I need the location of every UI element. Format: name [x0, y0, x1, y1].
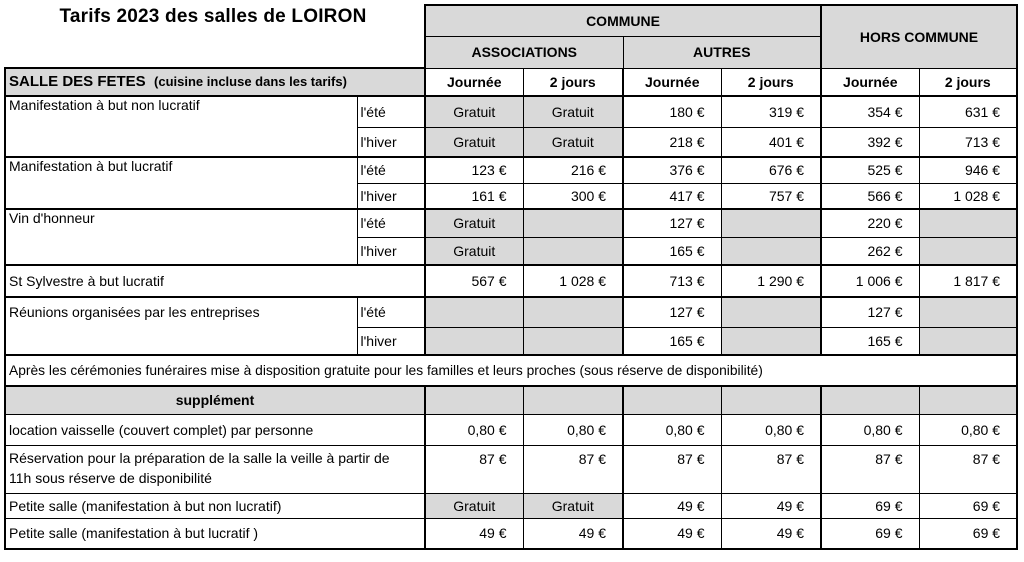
price-cell: Gratuit: [425, 237, 523, 265]
price-cell: 300 €: [523, 183, 623, 209]
supplement-row-label: location vaisselle (couvert complet) par personne: [5, 414, 425, 445]
supplement-row-label: Réservation pour la préparation de la salle la veille à partir de 11h sous réserve de disponibilité: [5, 445, 425, 493]
price-cell: 49 €: [623, 518, 721, 549]
price-cell: 127 €: [821, 297, 919, 327]
price-cell: 567 €: [425, 265, 523, 297]
price-cell: 376 €: [623, 157, 721, 183]
season-hiver: l'hiver: [357, 183, 425, 209]
empty-cell: [721, 209, 821, 237]
empty-cell: [623, 386, 721, 414]
price-cell: 262 €: [821, 237, 919, 265]
row-label: Manifestation à but non lucratif: [5, 96, 357, 157]
price-cell: 0,80 €: [919, 414, 1017, 445]
season-ete: l'été: [357, 209, 425, 237]
price-cell: 127 €: [623, 297, 721, 327]
header-associations: ASSOCIATIONS: [425, 36, 623, 68]
empty-cell: [721, 386, 821, 414]
price-cell: 87 €: [623, 445, 721, 493]
price-cell: 319 €: [721, 96, 821, 127]
empty-cell: [721, 327, 821, 355]
price-cell: 49 €: [721, 493, 821, 518]
price-cell: 220 €: [821, 209, 919, 237]
price-cell: 354 €: [821, 96, 919, 127]
empty-cell: [919, 209, 1017, 237]
price-cell: Gratuit: [425, 96, 523, 127]
salle-des-fetes-label: SALLE DES FETES: [9, 73, 146, 90]
col-2-jours: 2 jours: [523, 68, 623, 96]
price-cell: 180 €: [623, 96, 721, 127]
price-cell: 946 €: [919, 157, 1017, 183]
salle-des-fetes-note: (cuisine incluse dans les tarifs): [154, 74, 347, 89]
price-cell: 87 €: [523, 445, 623, 493]
price-cell: 1 290 €: [721, 265, 821, 297]
col-journee: Journée: [425, 68, 523, 96]
price-cell: 1 817 €: [919, 265, 1017, 297]
price-cell: 676 €: [721, 157, 821, 183]
price-cell: 713 €: [919, 127, 1017, 157]
price-cell: 1 006 €: [821, 265, 919, 297]
price-cell: 69 €: [821, 518, 919, 549]
col-journee: Journée: [821, 68, 919, 96]
empty-cell: [523, 237, 623, 265]
price-cell: Gratuit: [523, 96, 623, 127]
empty-cell: [425, 297, 523, 327]
price-cell: 713 €: [623, 265, 721, 297]
season-ete: l'été: [357, 96, 425, 127]
price-cell: 0,80 €: [425, 414, 523, 445]
price-cell: 401 €: [721, 127, 821, 157]
price-cell: 1 028 €: [919, 183, 1017, 209]
price-cell: 631 €: [919, 96, 1017, 127]
price-cell: 87 €: [425, 445, 523, 493]
empty-cell: [721, 237, 821, 265]
price-cell: 566 €: [821, 183, 919, 209]
price-cell: 0,80 €: [523, 414, 623, 445]
price-cell: Gratuit: [425, 493, 523, 518]
price-cell: 165 €: [623, 327, 721, 355]
empty-cell: [523, 209, 623, 237]
price-cell: 218 €: [623, 127, 721, 157]
empty-cell: [721, 297, 821, 327]
price-cell: 69 €: [821, 493, 919, 518]
price-cell: Gratuit: [523, 493, 623, 518]
empty-cell: [919, 386, 1017, 414]
price-cell: 216 €: [523, 157, 623, 183]
season-ete: l'été: [357, 297, 425, 327]
price-cell: Gratuit: [425, 209, 523, 237]
empty-cell: [919, 297, 1017, 327]
price-cell: Gratuit: [425, 127, 523, 157]
price-cell: 87 €: [919, 445, 1017, 493]
supplement-row-label: Petite salle (manifestation à but lucratif ): [5, 518, 425, 549]
price-cell: 49 €: [623, 493, 721, 518]
row-label: Réunions organisées par les entreprises: [5, 297, 357, 355]
empty-cell: [919, 327, 1017, 355]
supplement-row-label: Petite salle (manifestation à but non lucratif): [5, 493, 425, 518]
price-cell: 1 028 €: [523, 265, 623, 297]
season-ete: l'été: [357, 157, 425, 183]
empty-cell: [523, 386, 623, 414]
header-hors-commune: HORS COMMUNE: [821, 5, 1017, 68]
price-cell: 0,80 €: [821, 414, 919, 445]
price-cell: 87 €: [821, 445, 919, 493]
price-cell: 49 €: [425, 518, 523, 549]
empty-cell: [523, 297, 623, 327]
row-label: St Sylvestre à but lucratif: [5, 265, 425, 297]
price-cell: 69 €: [919, 518, 1017, 549]
price-cell: 87 €: [721, 445, 821, 493]
empty-cell: [425, 327, 523, 355]
price-cell: 392 €: [821, 127, 919, 157]
price-cell: 417 €: [623, 183, 721, 209]
col-journee: Journée: [623, 68, 721, 96]
price-cell: 49 €: [721, 518, 821, 549]
season-hiver: l'hiver: [357, 327, 425, 355]
season-hiver: l'hiver: [357, 127, 425, 157]
supplement-heading: supplément: [5, 386, 425, 414]
salle-des-fetes-heading: [5, 68, 425, 96]
price-cell: 127 €: [623, 209, 721, 237]
col-2-jours: 2 jours: [721, 68, 821, 96]
row-label: Vin d'honneur: [5, 209, 357, 265]
price-cell: 525 €: [821, 157, 919, 183]
price-cell: 123 €: [425, 157, 523, 183]
empty-cell: [523, 327, 623, 355]
header-autres: AUTRES: [623, 36, 821, 68]
price-cell: 69 €: [919, 493, 1017, 518]
price-cell: 165 €: [821, 327, 919, 355]
price-cell: 49 €: [523, 518, 623, 549]
row-label: Manifestation à but lucratif: [5, 157, 357, 209]
col-2-jours: 2 jours: [919, 68, 1017, 96]
price-cell: 0,80 €: [721, 414, 821, 445]
empty-cell: [425, 386, 523, 414]
funeraire-note: Après les cérémonies funéraires mise à disposition gratuite pour les familles et leurs proches (sous réserve de disponibilité): [5, 355, 1017, 386]
empty-cell: [821, 386, 919, 414]
season-hiver: l'hiver: [357, 237, 425, 265]
price-cell: 757 €: [721, 183, 821, 209]
price-cell: 165 €: [623, 237, 721, 265]
header-commune: COMMUNE: [425, 5, 821, 36]
tarifs-table: [4, 4, 1018, 550]
price-cell: 161 €: [425, 183, 523, 209]
price-cell: Gratuit: [523, 127, 623, 157]
page-title: Tarifs 2023 des salles de LOIRON: [59, 6, 367, 27]
price-cell: 0,80 €: [623, 414, 721, 445]
empty-cell: [919, 237, 1017, 265]
